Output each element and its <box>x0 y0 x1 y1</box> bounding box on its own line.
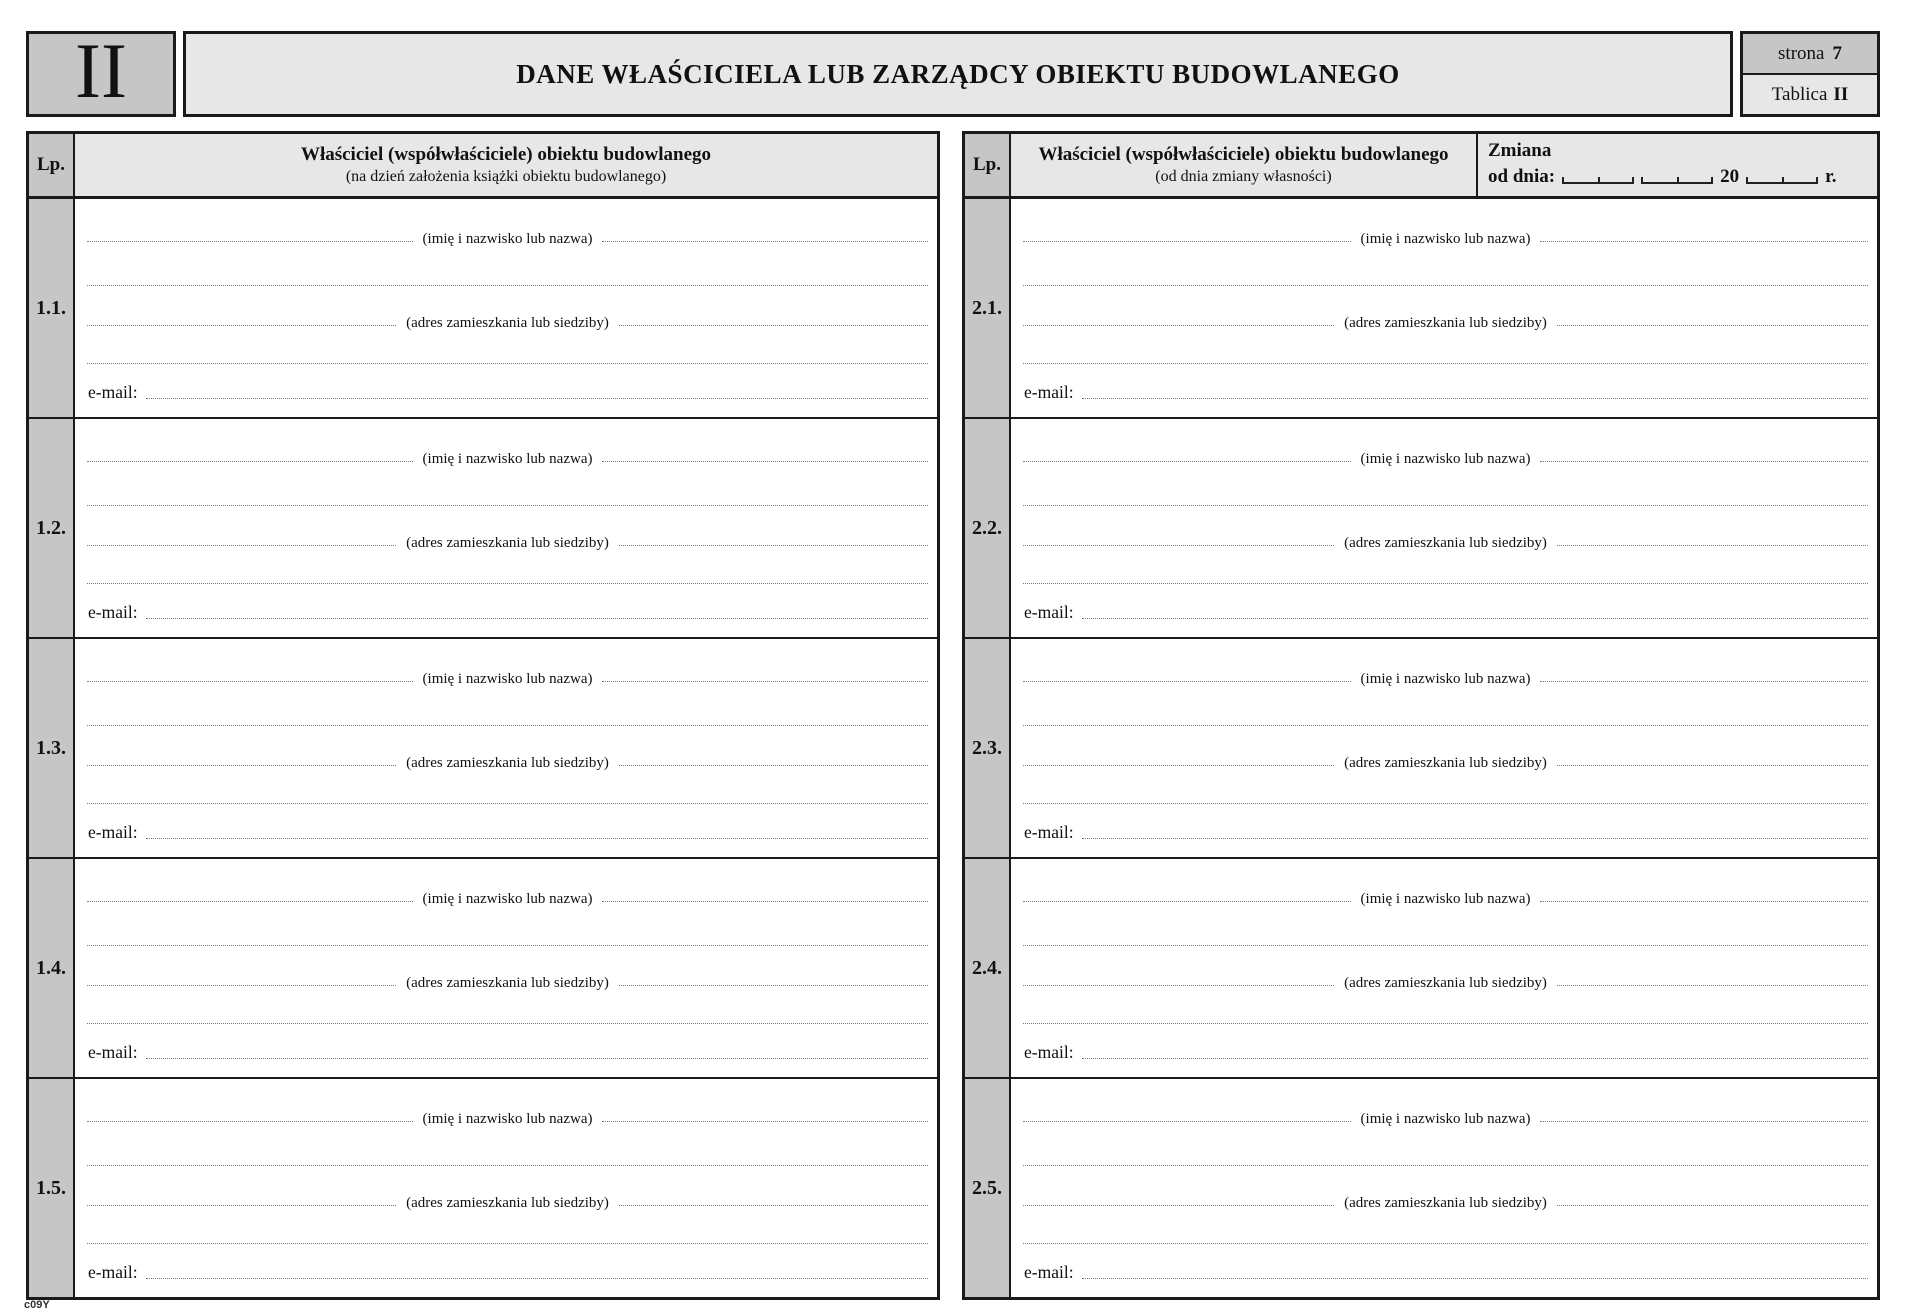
row-number: 1.1. <box>36 296 66 319</box>
dotted-line <box>1082 1058 1868 1059</box>
email-line <box>88 602 928 623</box>
owner-fields-cell <box>1011 199 1877 417</box>
address-line <box>87 755 928 772</box>
email-label: e-mail: <box>88 1262 138 1282</box>
address-label: (adres zamieszkania lub siedziby) <box>1344 755 1547 771</box>
right-table-header <box>965 134 1877 199</box>
dotted-line <box>1082 618 1868 619</box>
owner-fields-cell <box>75 859 937 1077</box>
dotted-line <box>1023 325 1334 326</box>
email-label: e-mail: <box>1024 1042 1074 1062</box>
write-in-line <box>87 725 928 726</box>
row-number-cell <box>29 419 75 637</box>
dotted-line <box>1540 901 1868 902</box>
row-number-cell <box>965 1079 1011 1297</box>
write-in-line <box>1023 725 1868 726</box>
write-in-line <box>1023 1165 1868 1166</box>
name-label: (imię i nazwisko lub nazwa) <box>422 891 593 907</box>
email-label: e-mail: <box>1024 382 1074 402</box>
dotted-line <box>1557 545 1868 546</box>
write-in-line <box>87 583 928 584</box>
row-number: 1.4. <box>36 956 66 979</box>
name-line <box>1023 671 1868 688</box>
address-label: (adres zamieszkania lub siedziby) <box>1344 315 1547 331</box>
name-label: (imię i nazwisko lub nazwa) <box>1360 1111 1531 1127</box>
dotted-line <box>619 1205 928 1206</box>
lp-header-cell: Lp. <box>965 134 1011 196</box>
row-number-cell <box>29 639 75 857</box>
address-line <box>87 1195 928 1212</box>
email-label: e-mail: <box>88 822 138 842</box>
owners-at-creation-table <box>26 131 940 1300</box>
write-in-line <box>1023 363 1868 364</box>
dotted-line <box>1082 398 1868 399</box>
owner-fields-cell <box>75 639 937 857</box>
email-label: e-mail: <box>1024 602 1074 622</box>
address-line <box>1023 755 1868 772</box>
row-number-cell <box>965 199 1011 417</box>
address-label: (adres zamieszkania lub siedziby) <box>406 975 609 991</box>
change-title: Zmiana <box>1488 140 1552 161</box>
left-column-header <box>75 134 937 196</box>
row-number-cell <box>965 639 1011 857</box>
name-label: (imię i nazwisko lub nazwa) <box>422 451 593 467</box>
write-in-line <box>1023 505 1868 506</box>
dotted-line <box>602 681 928 682</box>
page-info-box <box>1740 31 1880 117</box>
email-label: e-mail: <box>1024 822 1074 842</box>
name-label: (imię i nazwisko lub nazwa) <box>1360 891 1531 907</box>
write-in-line <box>87 945 928 946</box>
address-label: (adres zamieszkania lub siedziby) <box>1344 535 1547 551</box>
dotted-line <box>1023 545 1334 546</box>
owner-row <box>29 419 937 639</box>
address-line <box>87 535 928 552</box>
dotted-line <box>87 765 396 766</box>
dotted-line <box>87 241 413 242</box>
write-in-line <box>1023 583 1868 584</box>
right-column-header <box>1011 134 1476 196</box>
email-label: e-mail: <box>1024 1262 1074 1282</box>
write-in-line <box>87 505 928 506</box>
dotted-line <box>602 901 928 902</box>
address-line <box>87 975 928 992</box>
column-title: Właściciel (współwłaściciele) obiektu budowlanego <box>300 144 712 166</box>
row-number-cell <box>29 859 75 1077</box>
write-in-line <box>87 1243 928 1244</box>
dotted-line <box>1540 1121 1868 1122</box>
dotted-line <box>87 985 396 986</box>
row-number: 2.3. <box>972 736 1002 759</box>
write-in-line <box>1023 285 1868 286</box>
row-number: 1.5. <box>36 1176 66 1199</box>
name-line <box>1023 451 1868 468</box>
page-number: 7 <box>1832 42 1842 64</box>
address-label: (adres zamieszkania lub siedziby) <box>406 315 609 331</box>
owner-row <box>965 859 1877 1079</box>
name-label: (imię i nazwisko lub nazwa) <box>422 231 593 247</box>
name-line <box>1023 891 1868 908</box>
name-label: (imię i nazwisko lub nazwa) <box>1360 671 1531 687</box>
write-in-line <box>1023 803 1868 804</box>
email-line <box>1024 1042 1868 1063</box>
dotted-line <box>1023 765 1334 766</box>
dotted-line <box>1540 681 1868 682</box>
owner-row <box>29 859 937 1079</box>
dotted-line <box>87 901 413 902</box>
row-number-cell <box>29 1079 75 1297</box>
owner-tables <box>26 131 1880 1300</box>
table-number: II <box>1833 83 1849 105</box>
left-table-header <box>29 134 937 199</box>
write-in-line <box>87 363 928 364</box>
email-line <box>1024 602 1868 623</box>
dotted-line <box>1557 325 1868 326</box>
row-number: 1.3. <box>36 736 66 759</box>
dotted-line <box>1023 1205 1334 1206</box>
name-line <box>87 671 928 688</box>
email-line <box>1024 382 1868 403</box>
dotted-line <box>1557 765 1868 766</box>
owner-row <box>965 639 1877 859</box>
name-line <box>87 231 928 248</box>
row-number-cell <box>965 859 1011 1077</box>
change-date-prefix: od dnia: <box>1488 166 1556 187</box>
dotted-line <box>1023 1121 1351 1122</box>
page-number-row <box>1743 34 1877 75</box>
dotted-line <box>1082 1278 1868 1279</box>
table-label: Tablica <box>1771 83 1828 105</box>
email-line <box>88 822 928 843</box>
name-line <box>87 891 928 908</box>
name-label: (imię i nazwisko lub nazwa) <box>1360 231 1531 247</box>
name-line <box>1023 1111 1868 1128</box>
name-line <box>87 1111 928 1128</box>
dotted-line <box>87 545 396 546</box>
dotted-line <box>1557 1205 1868 1206</box>
page-title-box <box>183 31 1733 117</box>
dotted-line <box>87 325 396 326</box>
owner-fields-cell <box>75 1079 937 1297</box>
dotted-line <box>602 1121 928 1122</box>
dotted-line <box>619 325 928 326</box>
owner-row <box>29 639 937 859</box>
write-in-line <box>1023 945 1868 946</box>
owner-fields-cell <box>1011 1079 1877 1297</box>
change-date-line <box>1488 166 1867 188</box>
row-number: 2.5. <box>972 1176 1002 1199</box>
owner-fields-cell <box>1011 419 1877 637</box>
address-line <box>1023 315 1868 332</box>
column-subtitle: (na dzień założenia książki obiektu budowlanego) <box>345 167 667 185</box>
name-label: (imię i nazwisko lub nazwa) <box>422 671 593 687</box>
address-label: (adres zamieszkania lub siedziby) <box>406 535 609 551</box>
dotted-line <box>87 461 413 462</box>
dotted-line <box>87 681 413 682</box>
dotted-line <box>146 1278 928 1279</box>
dotted-line <box>619 985 928 986</box>
change-date-century: 20 <box>1720 166 1740 187</box>
page-title: DANE WŁAŚCICIELA LUB ZARZĄDCY OBIEKTU BUDOWLANEGO <box>516 58 1400 89</box>
write-in-line <box>87 285 928 286</box>
owner-row <box>965 199 1877 419</box>
dotted-line <box>1082 838 1868 839</box>
dotted-line <box>1023 681 1351 682</box>
email-line <box>1024 822 1868 843</box>
write-in-line <box>1023 1023 1868 1024</box>
dotted-line <box>1540 461 1868 462</box>
row-number-cell <box>29 199 75 417</box>
address-label: (adres zamieszkania lub siedziby) <box>1344 975 1547 991</box>
dotted-line <box>1023 461 1351 462</box>
name-line <box>1023 231 1868 248</box>
page-label: strona <box>1778 42 1825 64</box>
dotted-line <box>146 1058 928 1059</box>
dotted-line <box>1023 901 1351 902</box>
dotted-line <box>619 765 928 766</box>
write-in-line <box>1023 1243 1868 1244</box>
column-title: Właściciel (współwłaściciele) obiektu budowlanego <box>1038 144 1449 166</box>
name-label: (imię i nazwisko lub nazwa) <box>1360 451 1531 467</box>
section-number-box <box>26 27 176 117</box>
owner-row <box>965 1079 1877 1297</box>
address-label: (adres zamieszkania lub siedziby) <box>406 755 609 771</box>
lp-header-cell: Lp. <box>29 134 75 196</box>
address-line <box>1023 535 1868 552</box>
row-number: 2.2. <box>972 516 1002 539</box>
email-label: e-mail: <box>88 602 138 622</box>
owner-fields-cell <box>75 419 937 637</box>
dotted-line <box>619 545 928 546</box>
name-label: (imię i nazwisko lub nazwa) <box>422 1111 593 1127</box>
address-line <box>87 315 928 332</box>
column-subtitle: (od dnia zmiany własności) <box>1155 167 1332 185</box>
dotted-line <box>146 838 928 839</box>
owner-fields-cell <box>1011 859 1877 1077</box>
owners-after-change-table <box>962 131 1880 1300</box>
table-number-row <box>1743 75 1877 114</box>
owner-row <box>965 419 1877 639</box>
address-line <box>1023 1195 1868 1212</box>
address-label: (adres zamieszkania lub siedziby) <box>406 1195 609 1211</box>
dotted-line <box>1557 985 1868 986</box>
name-line <box>87 451 928 468</box>
dotted-line <box>146 618 928 619</box>
address-label: (adres zamieszkania lub siedziby) <box>1344 1195 1547 1211</box>
row-number: 2.1. <box>972 296 1002 319</box>
row-number: 1.2. <box>36 516 66 539</box>
section-number: II <box>75 27 127 114</box>
dotted-line <box>146 398 928 399</box>
date-boxes-month <box>1641 177 1713 184</box>
row-number-cell <box>965 419 1011 637</box>
dotted-line <box>1540 241 1868 242</box>
dotted-line <box>87 1205 396 1206</box>
email-label: e-mail: <box>88 1042 138 1062</box>
email-line <box>88 1262 928 1283</box>
form-code: c09Y <box>24 1299 50 1311</box>
dotted-line <box>1023 241 1351 242</box>
address-line <box>1023 975 1868 992</box>
email-line <box>88 382 928 403</box>
dotted-line <box>602 241 928 242</box>
write-in-line <box>87 803 928 804</box>
email-line <box>88 1042 928 1063</box>
owner-row <box>29 1079 937 1297</box>
email-label: e-mail: <box>88 382 138 402</box>
owner-fields-cell <box>1011 639 1877 857</box>
owner-row <box>29 199 937 419</box>
dotted-line <box>87 1121 413 1122</box>
dotted-line <box>1023 985 1334 986</box>
change-date-suffix: r. <box>1825 166 1837 187</box>
change-date-header <box>1476 134 1877 196</box>
row-number: 2.4. <box>972 956 1002 979</box>
date-boxes-year <box>1746 177 1818 184</box>
write-in-line <box>87 1165 928 1166</box>
email-line <box>1024 1262 1868 1283</box>
date-boxes-day <box>1562 177 1634 184</box>
owner-fields-cell <box>75 199 937 417</box>
dotted-line <box>602 461 928 462</box>
write-in-line <box>87 1023 928 1024</box>
